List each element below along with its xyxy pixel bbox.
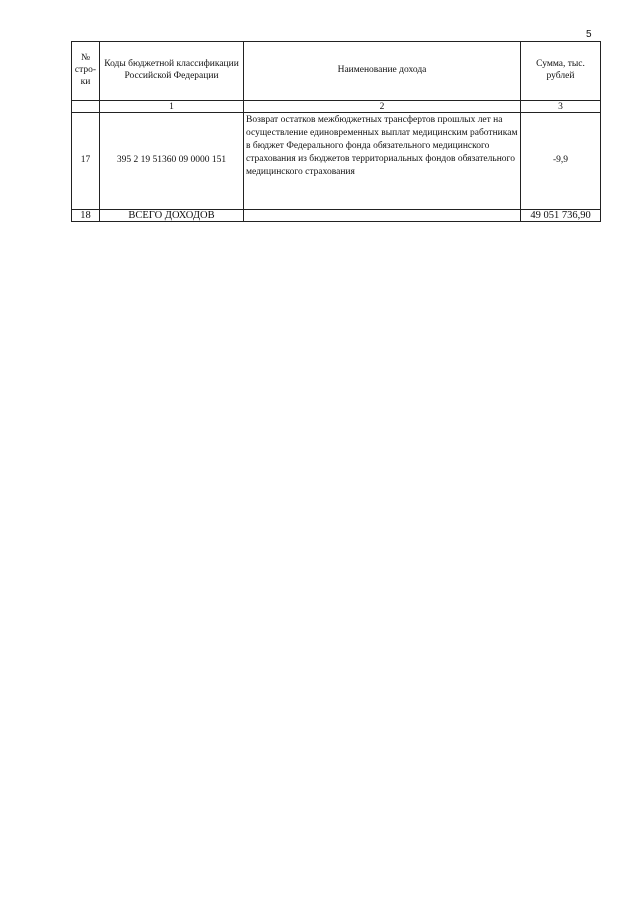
table-header-row [72, 42, 601, 101]
header-row-number: № стро-ки [72, 42, 100, 101]
column-index: 1 [100, 101, 244, 113]
column-index [72, 101, 100, 113]
total-row [72, 210, 601, 222]
revenue-name-cell: Возврат остатков межбюджетных трансфертов прошлых лет на осуществление единовременных выплат медицинским работникам в бюджет Федерального фонда обязательного медицинского страхования из бюджетов территориальных фондов обязательного медицинского страхования [244, 113, 521, 210]
total-name-cell [244, 210, 521, 222]
revenue-table [71, 41, 601, 222]
total-row-number: 18 [72, 210, 100, 222]
header-budget-code: Коды бюджетной классификации Российской Федерации [100, 42, 244, 101]
column-index-row [72, 101, 601, 113]
total-amount: 49 051 736,90 [521, 210, 601, 222]
amount-cell: -9,9 [521, 113, 601, 210]
column-index: 3 [521, 101, 601, 113]
page-number: 5 [586, 29, 592, 40]
header-amount: Сумма, тыс. рублей [521, 42, 601, 101]
column-index: 2 [244, 101, 521, 113]
table-row [72, 113, 601, 210]
total-label: ВСЕГО ДОХОДОВ [100, 210, 244, 222]
budget-code-cell: 395 2 19 51360 09 0000 151 [100, 113, 244, 210]
header-revenue-name: Наименование дохода [244, 42, 521, 101]
row-number-cell: 17 [72, 113, 100, 210]
